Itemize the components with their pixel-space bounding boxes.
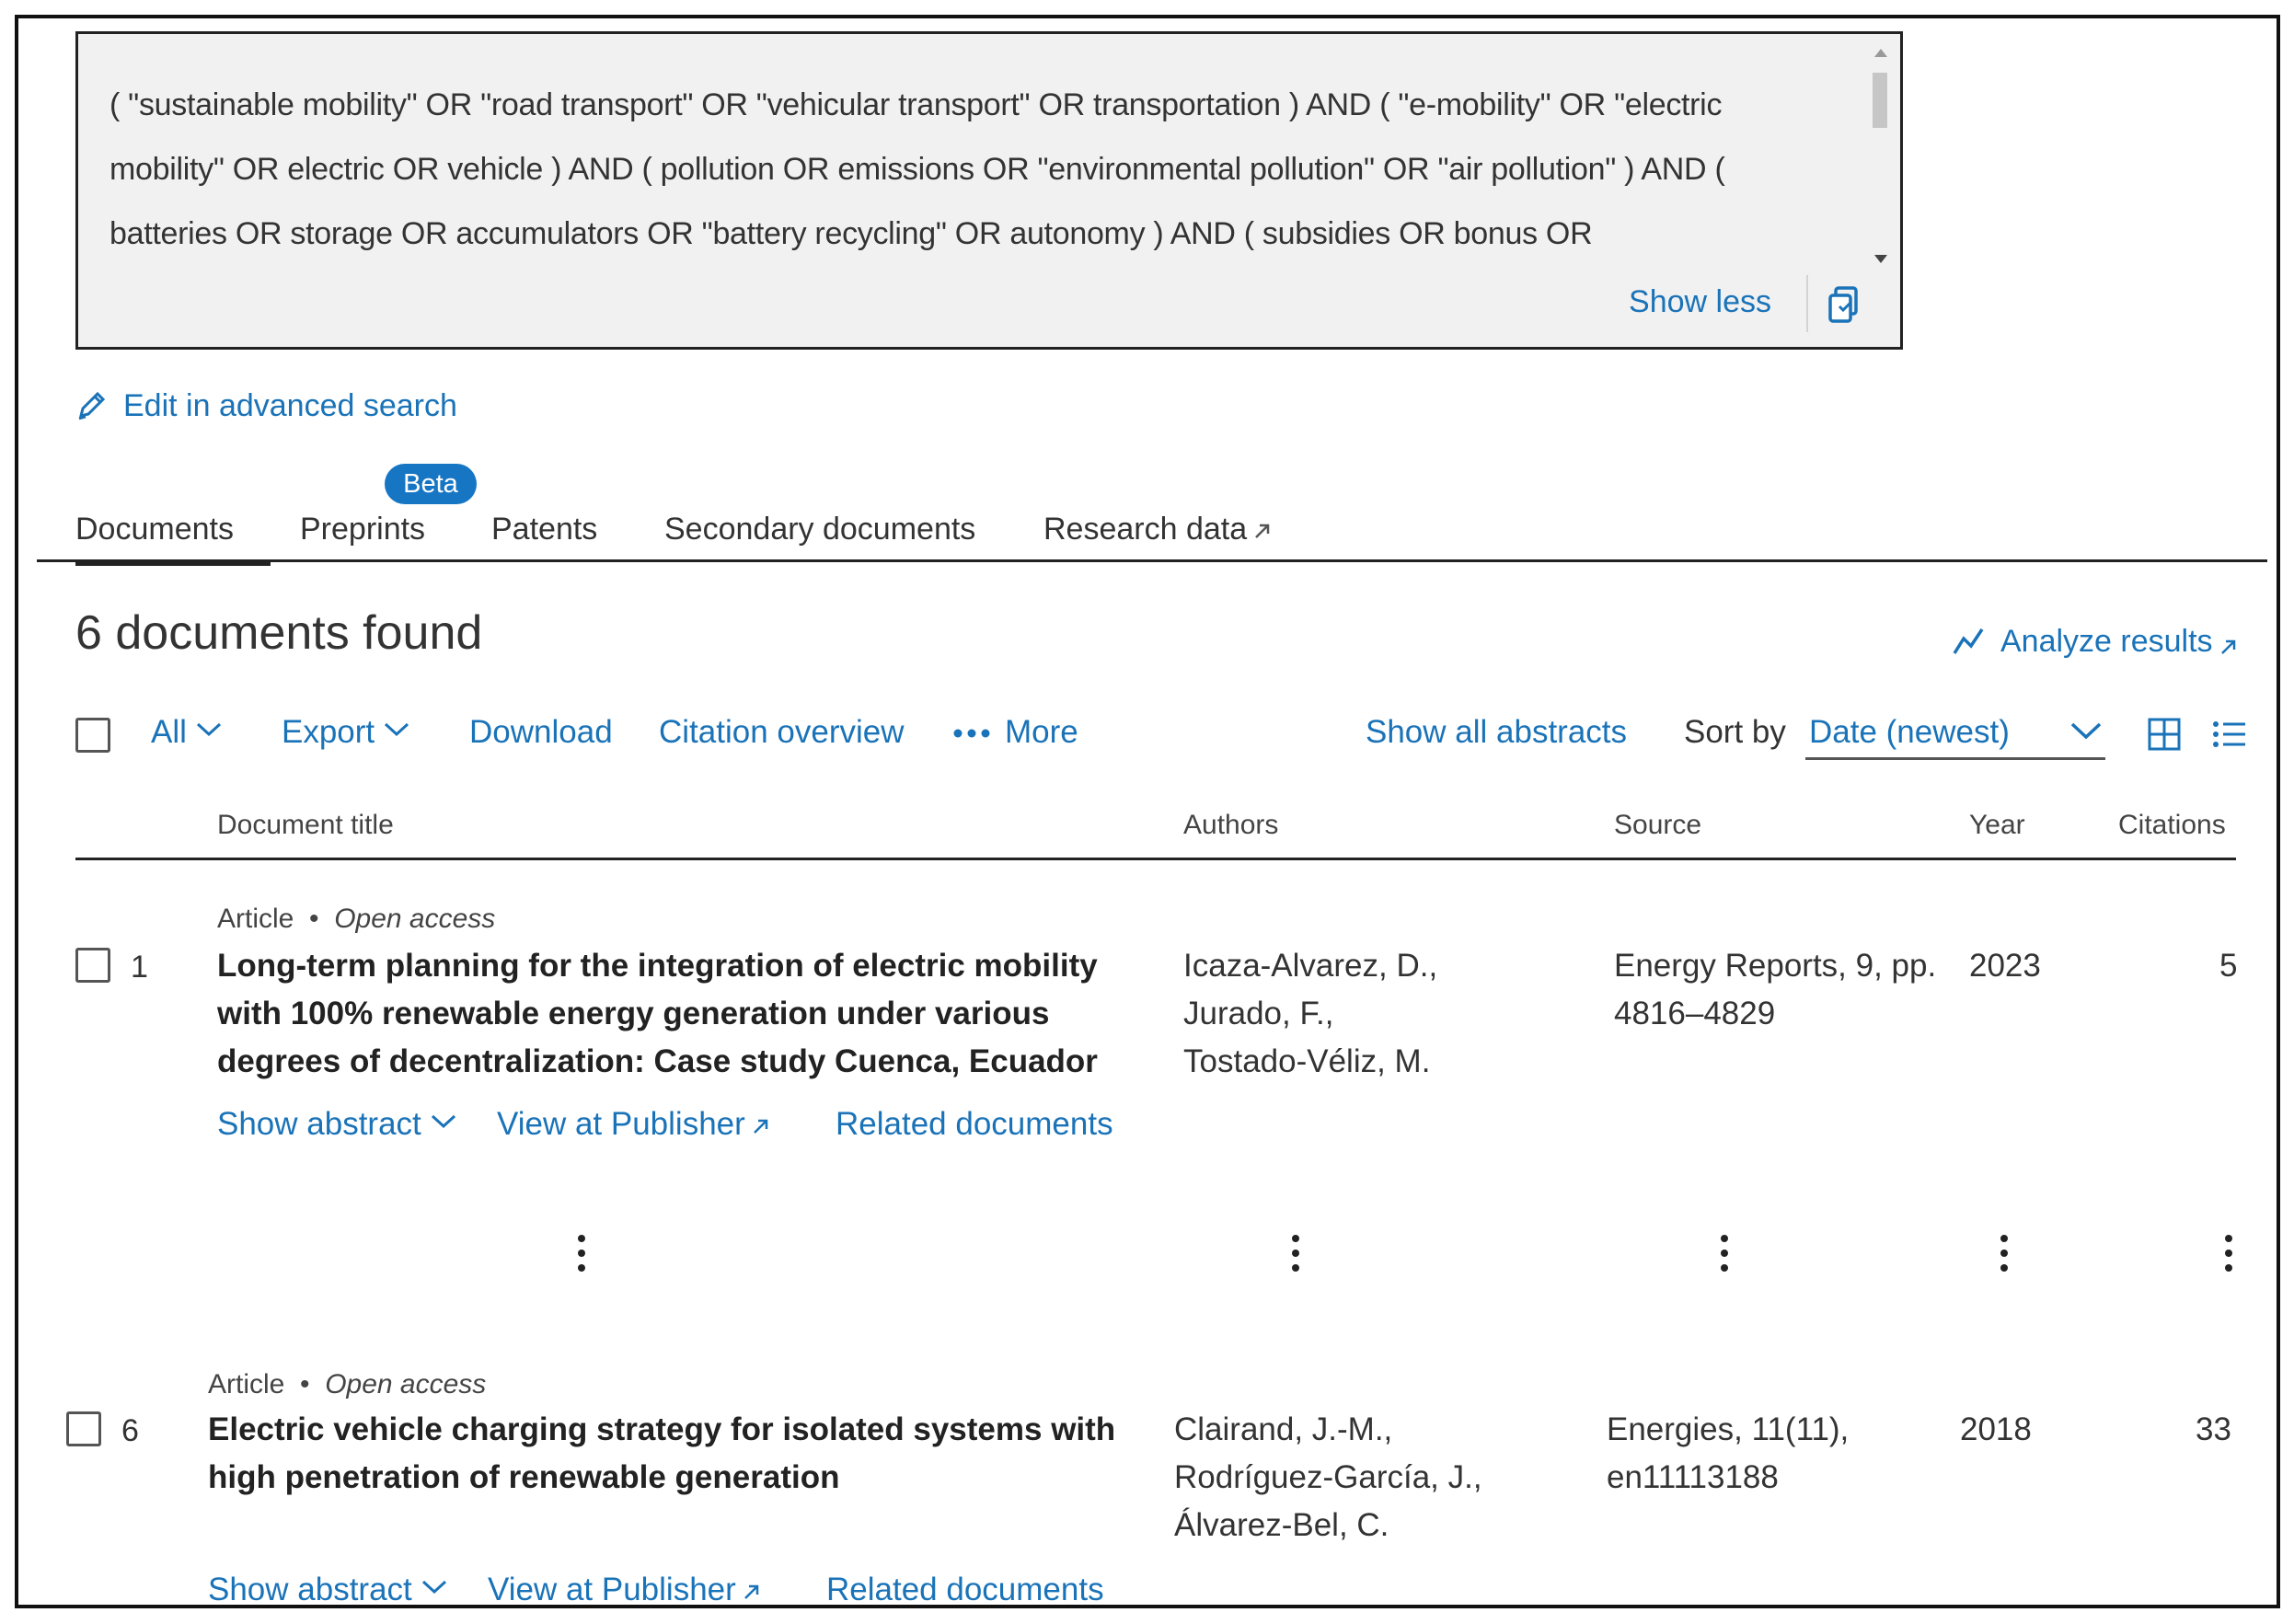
year-cell: 2023 — [1969, 948, 2041, 984]
select-all-checkbox[interactable] — [75, 718, 110, 753]
column-header-year[interactable]: Year — [1969, 810, 2025, 840]
trend-chart-icon — [1951, 626, 1988, 657]
list-view-icon[interactable] — [2212, 720, 2247, 749]
view-at-publisher-label: View at Publisher — [497, 1106, 745, 1142]
tabs-divider — [37, 559, 2267, 562]
row-checkbox[interactable] — [66, 1411, 101, 1446]
tab-research-data-label: Research data — [1043, 512, 1248, 547]
tab-secondary-documents[interactable]: Secondary documents — [664, 512, 976, 547]
source-cell — [1607, 1406, 1956, 1502]
authors-cell — [1183, 942, 1533, 1086]
more-rows-ellipsis-icon — [1721, 1235, 1730, 1279]
citation-overview-button[interactable]: Citation overview — [659, 714, 905, 750]
beta-badge: Beta — [385, 464, 477, 504]
view-at-publisher-link[interactable] — [497, 1106, 771, 1143]
document-title-link[interactable]: Electric vehicle charging strategy for isolated systems with high penetration of renewable generation — [208, 1411, 1116, 1495]
download-button[interactable]: Download — [469, 714, 613, 750]
chevron-down-icon — [196, 722, 222, 737]
copy-query-icon[interactable] — [1827, 284, 1863, 325]
search-query-box — [75, 31, 1903, 350]
citations-cell[interactable]: 33 — [2196, 1411, 2231, 1447]
scroll-thumb[interactable] — [1873, 73, 1887, 128]
show-abstract-label: Show abstract — [208, 1572, 412, 1607]
document-type-label: Article — [208, 1369, 285, 1399]
scroll-up-arrow-icon[interactable] — [1874, 49, 1887, 57]
authors-cell — [1174, 1406, 1524, 1549]
external-link-icon — [2219, 637, 2239, 657]
author-link[interactable]: Icaza-Alvarez, D., — [1183, 948, 1438, 984]
chevron-down-icon — [431, 1114, 456, 1129]
row-number: 1 — [131, 950, 148, 985]
external-link-icon — [751, 1116, 771, 1136]
chevron-down-icon — [421, 1580, 447, 1595]
results-page — [15, 15, 2280, 1608]
more-button[interactable] — [953, 714, 1078, 751]
more-rows-ellipsis-icon — [2225, 1235, 2234, 1279]
search-query-text: ( "sustainable mobility" OR "road transport" OR "vehicular transport" OR transportation ) AND ( "e-mobility" OR "electric mobility" OR electric OR vehicle ) AND ( pollution OR emissions OR "environmental pollution" OR "air pollution" ) AND ( batteries OR storage OR accumulators OR "battery recycling" OR autonomy ) AND ( subsidies OR bonus OR — [110, 87, 1725, 251]
export-label: Export — [282, 714, 375, 750]
source-cell — [1614, 942, 1964, 1038]
column-header-authors[interactable]: Authors — [1183, 810, 1279, 840]
document-type-label: Article — [217, 904, 294, 934]
more-rows-ellipsis-icon — [1292, 1235, 1301, 1279]
view-at-publisher-label: View at Publisher — [488, 1572, 736, 1607]
edit-advanced-search-label: Edit in advanced search — [123, 388, 457, 423]
row-checkbox[interactable] — [75, 948, 110, 983]
column-header-citations[interactable]: Citations — [2118, 810, 2226, 840]
more-label: More — [1005, 714, 1078, 750]
more-rows-ellipsis-icon — [2000, 1235, 2010, 1279]
related-documents-link[interactable]: Related documents — [836, 1106, 1113, 1142]
show-abstract-link[interactable] — [217, 1106, 456, 1143]
view-at-publisher-link[interactable] — [488, 1572, 762, 1608]
author-link[interactable]: Tostado-Véliz, M. — [1183, 1043, 1431, 1079]
tab-preprints[interactable]: Preprints — [300, 512, 426, 547]
show-abstract-label: Show abstract — [217, 1106, 421, 1142]
sort-select[interactable] — [1805, 710, 2105, 760]
citations-cell[interactable]: 5 — [2219, 948, 2238, 984]
chevron-down-icon — [384, 722, 409, 737]
tab-patents[interactable]: Patents — [491, 512, 598, 547]
source-line: 4816–4829 — [1614, 996, 1776, 1031]
row-number: 6 — [121, 1413, 139, 1448]
source-line[interactable]: Energy Reports, 9, pp. — [1614, 948, 1937, 984]
pencil-icon — [75, 390, 107, 421]
show-abstract-link[interactable] — [208, 1572, 447, 1608]
document-title-link[interactable]: Long-term planning for the integration of electric mobility with 100% renewable energy generation under various degrees of decentralization: Case study Cuenca, Ecuador — [217, 948, 1098, 1079]
sort-by-label: Sort by — [1684, 714, 1786, 750]
document-type: Article • Open access — [208, 1369, 487, 1399]
show-less-link[interactable]: Show less — [1629, 284, 1771, 319]
show-all-abstracts-button[interactable]: Show all abstracts — [1366, 714, 1628, 750]
column-header-title[interactable]: Document title — [217, 810, 394, 840]
more-rows-ellipsis-icon — [578, 1235, 587, 1279]
author-link[interactable]: Rodríguez-García, J., — [1174, 1459, 1482, 1495]
tab-documents[interactable]: Documents — [75, 512, 234, 547]
column-header-source[interactable]: Source — [1614, 810, 1702, 840]
tab-research-data[interactable] — [1043, 512, 1273, 547]
scroll-down-arrow-icon[interactable] — [1874, 255, 1887, 263]
export-dropdown[interactable] — [282, 714, 409, 751]
external-link-icon — [1252, 521, 1273, 541]
year-cell: 2018 — [1960, 1411, 2032, 1447]
results-count: 6 documents found — [75, 606, 483, 660]
edit-advanced-search-link[interactable] — [75, 388, 457, 424]
select-all-dropdown[interactable] — [151, 714, 222, 751]
chevron-down-icon — [2070, 721, 2102, 740]
active-tab-indicator — [75, 560, 271, 566]
analyze-results-label: Analyze results — [2000, 624, 2213, 659]
divider — [1806, 275, 1808, 332]
sort-value: Date (newest) — [1809, 714, 2010, 750]
grid-view-icon[interactable] — [2148, 718, 2181, 751]
more-dots-icon — [953, 728, 990, 739]
source-line[interactable]: Energies, 11(11), — [1607, 1411, 1850, 1447]
open-access-label: Open access — [334, 904, 496, 934]
author-link[interactable]: Clairand, J.-M., — [1174, 1411, 1393, 1447]
open-access-label: Open access — [325, 1369, 487, 1399]
analyze-results-link[interactable] — [1951, 624, 2252, 660]
query-scrollbar[interactable] — [1871, 45, 1891, 266]
source-line: en11113188 — [1607, 1459, 1779, 1495]
select-all-label: All — [151, 714, 187, 750]
related-documents-link[interactable]: Related documents — [826, 1572, 1104, 1607]
document-type: Article • Open access — [217, 904, 496, 934]
header-divider — [75, 858, 2236, 860]
external-link-icon — [742, 1582, 762, 1602]
author-link[interactable]: Álvarez-Bel, C. — [1174, 1507, 1389, 1543]
author-link[interactable]: Jurado, F., — [1183, 996, 1334, 1031]
